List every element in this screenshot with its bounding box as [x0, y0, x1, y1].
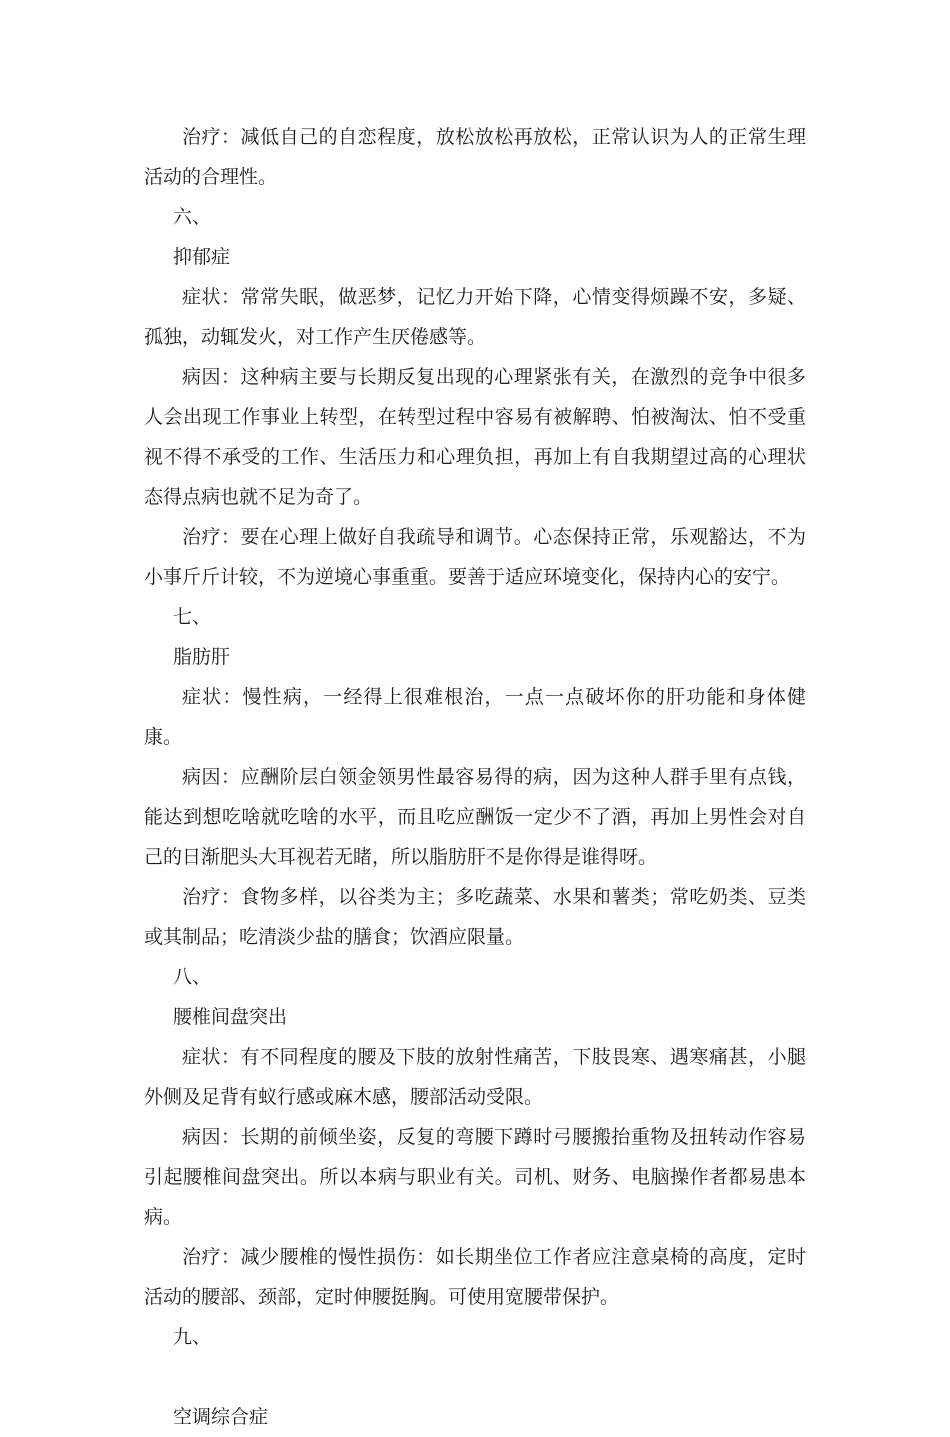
section-number-8: 八、: [173, 966, 212, 988]
section-number-6: 六、: [173, 206, 212, 228]
paragraph-cause-fatty-liver: 病因：应酬阶层白领金领男性最容易得的病，因为这种人群手里有点钱，能达到想吃啥就吃啥的水平，而且吃应酬饭一定少不了酒，再加上男性会对自己的日渐肥头大耳视若无睹，所以脂肪肝不是你得是谁得呀。: [144, 766, 806, 868]
blank-line: [144, 1357, 806, 1397]
section-title-ac-syndrome: 空调综合症: [173, 1406, 269, 1428]
paragraph-symptom-disc-herniation: 症状：有不同程度的腰及下肢的放射性痛苦，下肢畏寒、遇寒痛甚，小腿外侧及足背有蚁行感或麻木感，腰部活动受限。: [144, 1046, 806, 1108]
paragraph-treatment-depression: 治疗：要在心理上做好自我疏导和调节。心态保持正常，乐观豁达，不为小事斤斤计较，不为逆境心事重重。要善于适应环境变化，保持内心的安宁。: [144, 526, 806, 588]
paragraph-treatment-disc-herniation: 治疗：减少腰椎的慢性损伤：如长期坐位工作者应注意桌椅的高度，定时活动的腰部、颈部，定时伸腰挺胸。可使用宽腰带保护。: [144, 1246, 806, 1308]
section-number-7: 七、: [173, 606, 212, 628]
paragraph-treatment-narcissism: 治疗：减低自己的自恋程度，放松放松再放松，正常认识为人的正常生理活动的合理性。: [144, 126, 806, 188]
section-title-fatty-liver: 脂肪肝: [173, 646, 231, 668]
paragraph-cause-disc-herniation: 病因：长期的前倾坐姿，反复的弯腰下蹲时弓腰搬抬重物及扭转动作容易引起腰椎间盘突出。所以本病与职业有关。司机、财务、电脑操作者都易患本病。: [144, 1126, 806, 1228]
section-number-9: 九、: [173, 1326, 212, 1348]
section-title-disc-herniation: 腰椎间盘突出: [173, 1006, 288, 1028]
paragraph-symptom-fatty-liver: 症状：慢性病，一经得上很难根治，一点一点破坏你的肝功能和身体健康。: [144, 686, 806, 748]
section-title-depression: 抑郁症: [173, 246, 231, 268]
paragraph-symptom-depression: 症状：常常失眠，做恶梦，记忆力开始下降，心情变得烦躁不安，多疑、孤独，动辄发火，对工作产生厌倦感等。: [144, 286, 806, 348]
document-body: [144, 117, 806, 1437]
paragraph-cause-depression: 病因：这种病主要与长期反复出现的心理紧张有关，在激烈的竞争中很多人会出现工作事业上转型，在转型过程中容易有被解聘、怕被淘汰、怕不受重视不得不承受的工作、生活压力和心理负担，再加上有自我期望过高的心理状态得点病也就不足为奇了。: [144, 366, 806, 508]
paragraph-treatment-fatty-liver: 治疗：食物多样，以谷类为主；多吃蔬菜、水果和薯类；常吃奶类、豆类或其制品；吃清淡少盐的膳食；饮酒应限量。: [144, 886, 806, 948]
